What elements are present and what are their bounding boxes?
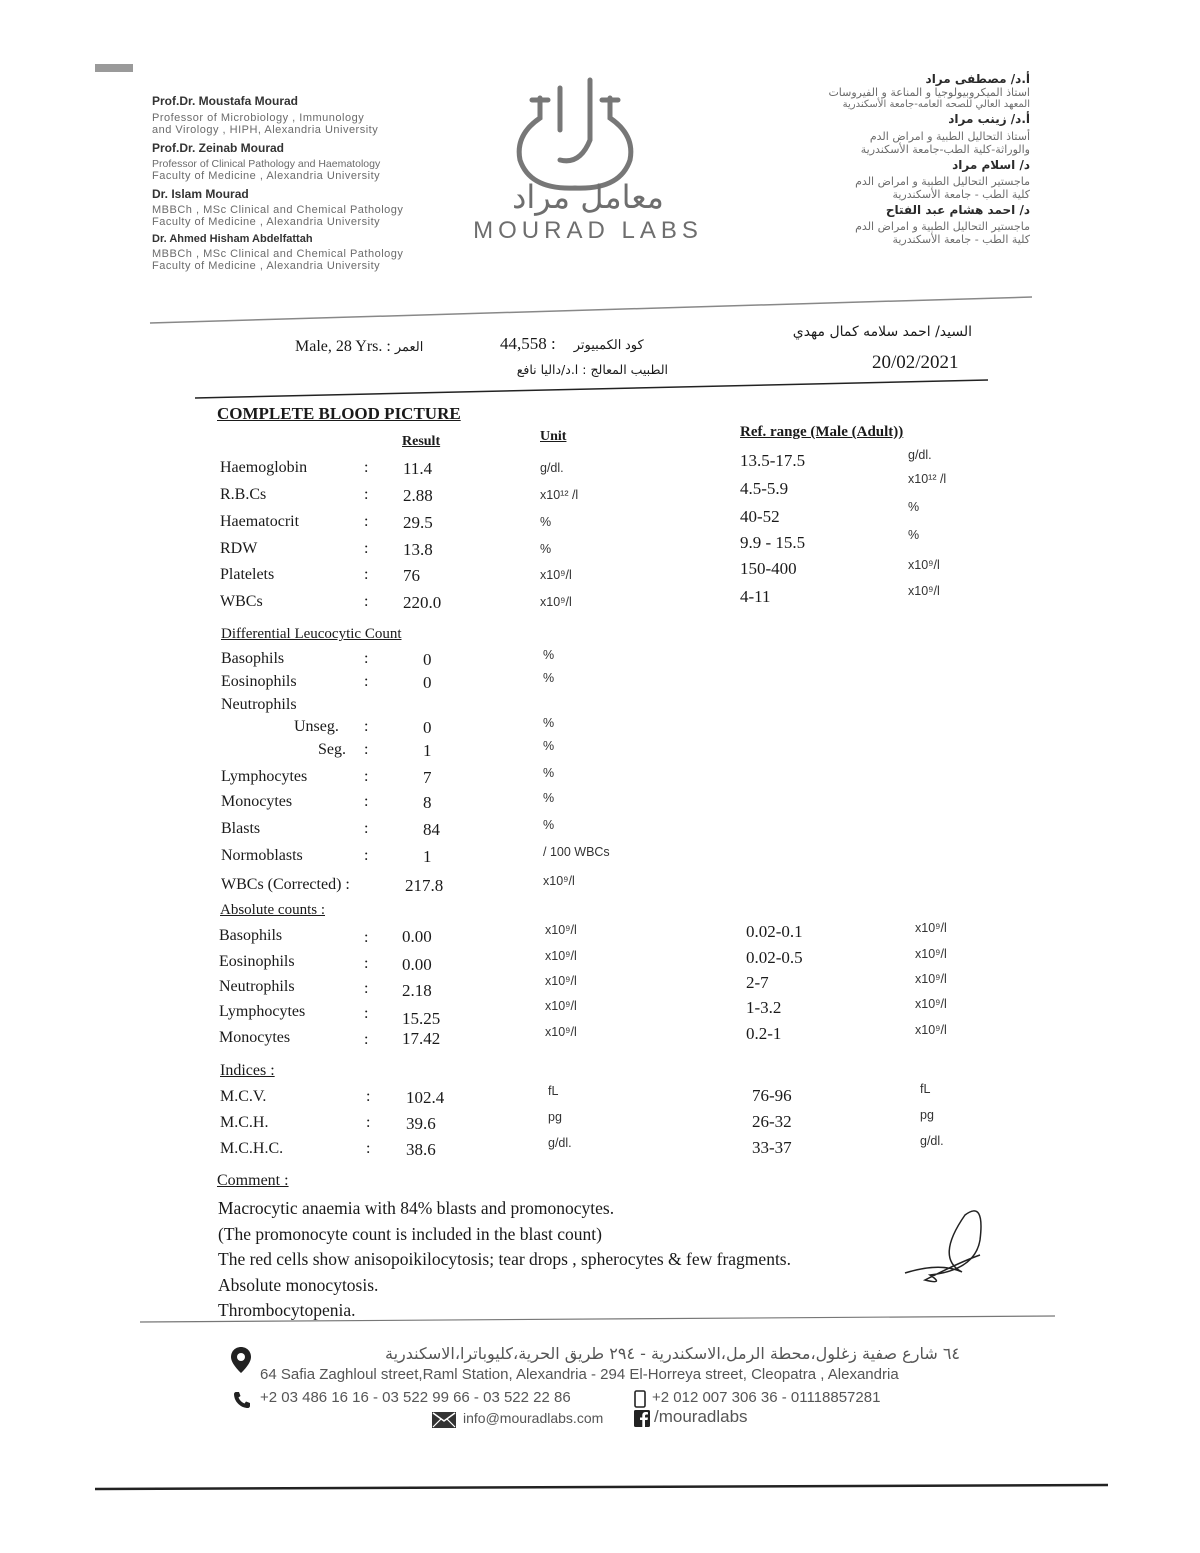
abs-label: Eosinophils — [219, 953, 295, 970]
doctor-name: Dr. Islam Mourad — [152, 187, 249, 201]
abs-unit: x10⁹/l — [545, 974, 577, 988]
row-label: Haematocrit — [220, 513, 300, 530]
patient-divider — [195, 380, 988, 398]
doctor-title-ar: كلية الطب - جامعة الأسكندرية — [892, 233, 1030, 246]
doctor-name-ar: د/ اسلام مراد — [952, 158, 1030, 172]
doctor-title-ar: أستاذ التحاليل الطبية و امراض الدم — [869, 130, 1030, 143]
facebook-icon — [634, 1410, 650, 1427]
diff-label: WBCs (Corrected) : — [221, 876, 350, 893]
logo-flask-icon — [519, 80, 631, 188]
diff-unit: x10⁹/l — [543, 874, 575, 888]
index-label: M.C.H. — [220, 1114, 269, 1131]
phone-numbers: +2 03 486 16 16 - 03 522 99 66 - 03 522 22 86 — [260, 1389, 571, 1406]
comment-line: (The promonocyte count is included in the blast count) — [218, 1223, 602, 1244]
abs-ref-range: 0.2-1 — [746, 1024, 782, 1043]
doctor-title-ar: المعهد العالي للصحه العامه-جامعة الأسكندرية — [842, 99, 1030, 110]
comment-line: Macrocytic anaemia with 84% blasts and promonocytes. — [218, 1198, 615, 1218]
index-result: 39.6 — [406, 1114, 436, 1133]
row-colon: : — [364, 650, 369, 667]
row-colon: : — [364, 1031, 369, 1048]
diff-label: Basophils — [221, 650, 285, 667]
code-label: كود الكمبيوتر — [573, 337, 644, 352]
comment-title: Comment : — [217, 1172, 289, 1189]
row-colon: : — [364, 793, 369, 810]
row-unit: x10⁹/l — [540, 595, 572, 609]
phone-icon — [232, 1390, 252, 1410]
row-ref-unit: % — [908, 500, 920, 514]
facebook-handle: /mouradlabs — [654, 1407, 748, 1426]
diff-result: 8 — [423, 793, 432, 812]
row-colon: : — [364, 768, 369, 785]
abs-unit: x10⁹/l — [545, 949, 577, 963]
age-label: العمر — [394, 339, 424, 354]
diff-result: 0 — [423, 650, 432, 669]
doctor-title-ar: ماجستير التحاليل الطبية و امراض الدم — [855, 220, 1030, 233]
logo-arabic: معامل مراد — [512, 178, 664, 216]
doctor-en-1 — [152, 94, 442, 136]
row-ref-range: 4-11 — [740, 587, 771, 606]
diff-unit: % — [543, 716, 555, 730]
row-ref-range: 40-52 — [740, 507, 780, 526]
row-colon: : — [364, 513, 369, 530]
abs-ref-range: 2-7 — [746, 973, 769, 992]
abs-label: Neutrophils — [219, 978, 295, 995]
row-unit: % — [540, 515, 552, 529]
index-unit: fL — [548, 1084, 559, 1098]
doctor-title: Professor of Clinical Pathology and Haematology — [152, 158, 381, 170]
diff-result: 217.8 — [405, 876, 444, 895]
doctor-title: Faculty of Medicine , Alexandria University — [152, 260, 381, 272]
diff-result: 84 — [423, 820, 440, 839]
diff-result: 0 — [423, 673, 432, 692]
row-ref-unit: x10⁹/l — [908, 558, 940, 572]
diff-label: Monocytes — [221, 793, 293, 810]
diff-label: Normoblasts — [221, 847, 303, 864]
doctor-title-ar: كلية الطب - جامعة الأسكندرية — [892, 188, 1030, 201]
email-icon — [432, 1412, 456, 1428]
diff-result: 0 — [423, 718, 432, 737]
abs-label: Monocytes — [219, 1029, 291, 1046]
row-result: 11.4 — [403, 459, 433, 478]
doctor-title: MBBCh , MSc Clinical and Chemical Pathology — [152, 204, 404, 216]
doctor-name: Dr. Ahmed Hisham Abdelfattah — [152, 233, 313, 245]
row-result: 29.5 — [403, 513, 433, 532]
header-divider — [150, 297, 1032, 323]
patient-code — [500, 334, 644, 354]
doctor-ar-3 — [730, 158, 1030, 201]
diff-unit: % — [543, 791, 555, 805]
doctor-ar-2 — [730, 112, 1030, 156]
doctor-title-ar: استاذ الميكروبيولوجيا و المناعة و الفيروسات — [828, 86, 1030, 99]
doctors-en — [152, 94, 442, 272]
code-value: 44,558 : — [500, 334, 556, 353]
mobile-numbers: +2 012 007 306 36 - 01118857281 — [652, 1389, 881, 1406]
email-address: info@mouradlabs.com — [463, 1410, 604, 1426]
row-colon: : — [364, 566, 369, 583]
referring-doctor — [478, 362, 668, 377]
abs-result: 17.42 — [402, 1029, 441, 1048]
diff-result: 1 — [423, 847, 432, 866]
doctor-name: Prof.Dr. Zeinab Mourad — [152, 141, 285, 155]
row-colon: : — [364, 718, 369, 735]
diff-unit: % — [543, 739, 555, 753]
index-ref-range: 26-32 — [752, 1112, 792, 1131]
col-ref-header: Ref. range (Male (Adult)) — [740, 424, 904, 440]
row-ref-range: 4.5-5.9 — [740, 479, 789, 498]
signature — [905, 1211, 981, 1282]
comment-line: Thrombocytopenia. — [218, 1300, 356, 1320]
row-ref-unit: % — [908, 528, 920, 542]
doctor-title: Faculty of Medicine , Alexandria University — [152, 216, 381, 228]
row-colon: : — [364, 741, 369, 758]
doctor-label: الطبيب المعالج — [590, 362, 668, 377]
index-label: M.C.V. — [220, 1088, 267, 1105]
doctor-title: MBBCh , MSc Clinical and Chemical Pathology — [152, 248, 404, 260]
abs-ref-range: 0.02-0.5 — [746, 948, 803, 967]
mobile-icon — [634, 1390, 646, 1408]
doctor-value: : ا.د/داليا نافع — [516, 362, 587, 377]
row-result: 76 — [403, 566, 420, 585]
index-unit: pg — [548, 1110, 562, 1124]
row-label: WBCs — [220, 593, 263, 610]
row-colon: : — [366, 1114, 371, 1131]
doctor-en-2 — [152, 141, 442, 182]
row-colon: : — [366, 1140, 371, 1157]
diff-result: 7 — [423, 768, 432, 787]
differential-title: Differential Leucocytic Count — [221, 626, 402, 642]
index-ref-range: 76-96 — [752, 1086, 792, 1105]
row-label: R.B.Cs — [220, 486, 267, 503]
abs-ref-unit: x10⁹/l — [915, 947, 947, 961]
doctor-en-4 — [152, 233, 442, 272]
row-unit: % — [540, 542, 552, 556]
row-label: RDW — [220, 540, 258, 557]
row-colon: : — [364, 673, 369, 690]
doctor-name-ar: أ.د/ مصطفى مراد — [925, 72, 1030, 86]
doctor-title: Professor of Microbiology , Immunology — [152, 112, 365, 124]
row-colon: : — [364, 820, 369, 837]
row-colon: : — [364, 540, 369, 557]
doctor-title-ar: ماجستير التحاليل الطبية و امراض الدم — [855, 175, 1030, 188]
index-ref-range: 33-37 — [752, 1138, 792, 1157]
index-label: M.C.H.C. — [220, 1140, 284, 1157]
abs-result: 2.18 — [402, 981, 432, 1000]
row-colon: : — [364, 929, 369, 946]
row-unit: x10⁹/l — [540, 568, 572, 582]
row-ref-unit: x10⁹/l — [908, 584, 940, 598]
indices-title: Indices : — [220, 1062, 275, 1079]
abs-ref-range: 0.02-0.1 — [746, 922, 803, 941]
row-colon: : — [364, 955, 369, 972]
doctor-ar-4 — [730, 203, 1030, 246]
abs-result: 0.00 — [402, 955, 432, 974]
comment-block — [218, 1196, 791, 1324]
row-colon: : — [364, 593, 369, 610]
bottom-edge — [95, 1485, 1108, 1489]
index-unit: g/dl. — [548, 1136, 572, 1150]
diff-result: 1 — [423, 741, 432, 760]
abs-result: 15.25 — [402, 1009, 441, 1028]
abs-ref-unit: x10⁹/l — [915, 972, 947, 986]
diff-unit: % — [543, 818, 555, 832]
row-colon: : — [364, 459, 369, 476]
row-colon: : — [364, 847, 369, 864]
comment-line: The red cells show anisopoikilocytosis; tear drops , spherocytes & few fragments. — [218, 1249, 791, 1269]
patient-sex-age — [295, 338, 423, 356]
abs-unit: x10⁹/l — [545, 999, 577, 1013]
row-ref-unit: x10¹² /l — [908, 472, 947, 486]
row-result: 2.88 — [403, 486, 433, 505]
diff-label: Seg. — [318, 741, 346, 758]
row-label: Haemoglobin — [220, 459, 308, 476]
location-pin-icon — [230, 1346, 252, 1374]
index-result: 102.4 — [406, 1088, 445, 1107]
diff-label: Unseg. — [294, 718, 339, 735]
col-result-header: Result — [402, 434, 441, 449]
logo-english: MOURAD LABS — [473, 217, 703, 244]
abs-unit: x10⁹/l — [545, 923, 577, 937]
abs-ref-unit: x10⁹/l — [915, 1023, 947, 1037]
row-result: 13.8 — [403, 540, 433, 559]
row-ref-unit: g/dl. — [908, 448, 932, 462]
patient-name: السيد/ احمد سلامه كمال مهدي — [792, 324, 972, 340]
abs-unit: x10⁹/l — [545, 1025, 577, 1039]
comment-line: Absolute monocytosis. — [218, 1274, 379, 1295]
doctor-name-ar: د/ احمد هشام عبد الفتاح — [885, 203, 1030, 217]
doctor-title: and Virology , HIPH, Alexandria University — [152, 124, 379, 136]
row-unit: x10¹² /l — [540, 488, 579, 502]
row-unit: g/dl. — [540, 461, 564, 475]
abs-ref-unit: x10⁹/l — [915, 921, 947, 935]
diff-unit: / 100 WBCs — [543, 845, 610, 859]
row-result: 220.0 — [403, 593, 442, 612]
abs-label: Lymphocytes — [219, 1003, 306, 1020]
index-ref-unit: fL — [920, 1082, 931, 1096]
col-unit-header: Unit — [540, 429, 567, 444]
doctor-name: Prof.Dr. Moustafa Mourad — [152, 94, 299, 108]
diff-unit: % — [543, 648, 555, 662]
diff-label: Lymphocytes — [221, 768, 308, 785]
index-ref-unit: pg — [920, 1108, 934, 1122]
diff-label: Eosinophils — [221, 673, 297, 690]
row-label: Platelets — [220, 566, 275, 583]
scan-mark — [95, 64, 133, 72]
address-english: 64 Safia Zaghloul street,Raml Station, Alexandria - 294 El-Horreya street, Cleopatra , Alexandria — [260, 1366, 899, 1383]
report-date: 20/02/2021 — [872, 352, 959, 373]
doctor-title: Faculty of Medicine , Alexandria University — [152, 170, 381, 182]
row-colon: : — [366, 1088, 371, 1105]
index-result: 38.6 — [406, 1140, 436, 1159]
row-ref-range: 150-400 — [740, 559, 797, 578]
diff-label: Blasts — [221, 820, 261, 837]
row-ref-range: 9.9 - 15.5 — [740, 533, 806, 552]
report-title: COMPLETE BLOOD PICTURE — [217, 404, 461, 423]
diff-unit: % — [543, 766, 555, 780]
doctor-ar-1 — [730, 72, 1030, 110]
absolute-title: Absolute counts : — [220, 902, 325, 918]
diff-label: Neutrophils — [221, 696, 297, 713]
diff-unit: % — [543, 671, 555, 685]
doctor-title-ar: والوراثة-كلية الطب-جامعة الأسكندرية — [860, 143, 1030, 156]
doctor-en-3 — [152, 187, 442, 228]
sex-age-value: Male, 28 Yrs. : — [295, 338, 391, 355]
abs-result: 0.00 — [402, 927, 432, 946]
doctors-ar — [730, 72, 1030, 246]
address-arabic: ٦٤ شارع صفية زغلول،محطة الرمل،الاسكندرية - ٢٩٤ طريق الحرية،كليوباترا،الاسكندرية — [385, 1344, 960, 1363]
row-colon: : — [364, 1005, 369, 1022]
doctor-name-ar: أ.د/ زينب مراد — [948, 112, 1030, 126]
abs-ref-range: 1-3.2 — [746, 998, 782, 1017]
row-ref-range: 13.5-17.5 — [740, 451, 806, 470]
row-colon: : — [364, 980, 369, 997]
abs-ref-unit: x10⁹/l — [915, 997, 947, 1011]
index-ref-unit: g/dl. — [920, 1134, 944, 1148]
row-colon: : — [364, 486, 369, 503]
abs-label: Basophils — [219, 927, 283, 944]
